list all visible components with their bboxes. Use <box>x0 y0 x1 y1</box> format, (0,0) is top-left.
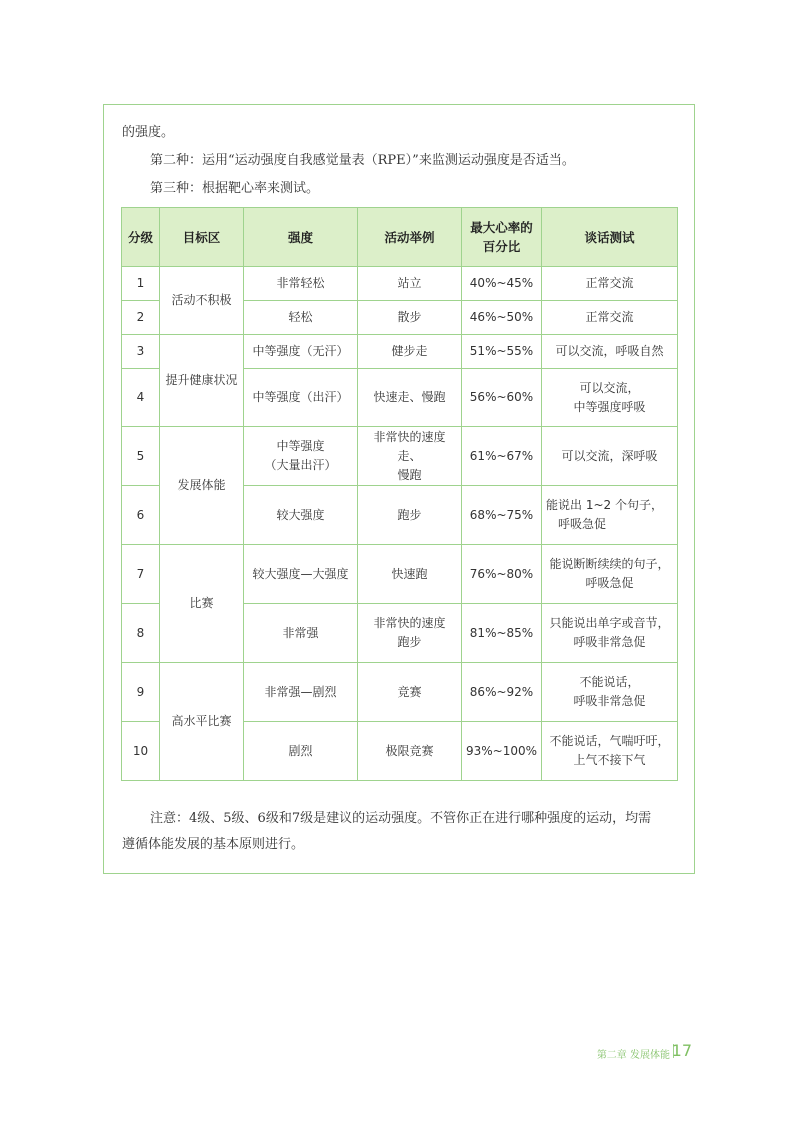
talk-cell <box>542 545 678 604</box>
activity-cell <box>358 427 462 486</box>
intensity-cell: 较大强度—大强度 <box>244 545 358 604</box>
goal-cell: 活动不积极 <box>160 267 244 335</box>
activity-line: 跑步 <box>397 635 422 649</box>
header-level: 分级 <box>122 208 160 267</box>
hr-cell: 93%~100% <box>462 722 542 781</box>
header-activity: 活动举例 <box>358 208 462 267</box>
goal-cell: 发展体能 <box>160 427 244 545</box>
talk-cell <box>542 663 678 722</box>
activity-line: 非常快的速度走、 <box>373 429 446 463</box>
table-row <box>122 427 678 486</box>
intensity-cell: 非常强 <box>244 604 358 663</box>
footer-chapter: 第二章 发展体能 <box>596 1050 670 1061</box>
hr-cell: 68%~75% <box>462 486 542 545</box>
rpe-table <box>121 207 678 781</box>
activity-cell: 站立 <box>358 267 462 301</box>
talk-line: 上气不接下气 <box>573 753 646 767</box>
talk-cell: 正常交流 <box>542 301 678 335</box>
talk-cell: 可以交流，深呼吸 <box>542 427 678 486</box>
talk-line: 可以交流， <box>579 380 640 395</box>
talk-cell: 可以交流，呼吸自然 <box>542 335 678 369</box>
talk-line: 呼吸急促 <box>585 576 634 590</box>
level-cell: 3 <box>122 335 160 369</box>
intensity-line: （大量出汗） <box>264 458 337 472</box>
activity-cell: 快速走、慢跑 <box>358 369 462 427</box>
level-cell: 7 <box>122 545 160 604</box>
table-row <box>122 267 678 301</box>
talk-cell <box>542 369 678 427</box>
talk-line: 能说断断续续的句子， <box>549 557 670 571</box>
talk-cell: 正常交流 <box>542 267 678 301</box>
level-cell: 4 <box>122 369 160 427</box>
table-row <box>122 335 678 369</box>
intensity-cell: 非常轻松 <box>244 267 358 301</box>
goal-cell: 提升健康状况 <box>160 335 244 427</box>
hr-cell: 51%~55% <box>462 335 542 369</box>
hr-cell: 86%~92% <box>462 663 542 722</box>
hr-cell: 56%~60% <box>462 369 542 427</box>
talk-cell <box>542 486 678 545</box>
table-header-row <box>122 208 678 267</box>
intensity-cell: 中等强度（出汗） <box>244 369 358 427</box>
activity-cell: 健步走 <box>358 335 462 369</box>
header-intensity: 强度 <box>244 208 358 267</box>
intensity-cell <box>244 427 358 486</box>
activity-line: 慢跑 <box>397 467 422 482</box>
level-cell: 1 <box>122 267 160 301</box>
talk-line: 不能说话， <box>579 675 640 689</box>
goal-cell: 高水平比赛 <box>160 663 244 781</box>
level-cell: 2 <box>122 301 160 335</box>
talk-line: 呼吸非常急促 <box>573 635 646 649</box>
intensity-cell: 轻松 <box>244 301 358 335</box>
header-goal: 目标区 <box>160 208 244 267</box>
activity-cell: 极限竞赛 <box>358 722 462 781</box>
page-number: 17 <box>671 1041 692 1060</box>
activity-cell: 散步 <box>358 301 462 335</box>
activity-line: 非常快的速度 <box>373 616 446 630</box>
hr-cell: 46%~50% <box>462 301 542 335</box>
talk-cell <box>542 722 678 781</box>
talk-line: 呼吸非常急促 <box>573 694 646 708</box>
talk-cell <box>542 604 678 663</box>
intensity-cell: 剧烈 <box>244 722 358 781</box>
talk-line: 能说出 1~2 个句子， <box>546 498 663 512</box>
hr-cell: 81%~85% <box>462 604 542 663</box>
intensity-cell: 非常强—剧烈 <box>244 663 358 722</box>
hr-cell: 61%~67% <box>462 427 542 486</box>
level-cell: 6 <box>122 486 160 545</box>
talk-line: 中等强度呼吸 <box>573 399 646 414</box>
level-cell: 10 <box>122 722 160 781</box>
talk-line: 只能说出单字或音节， <box>549 616 670 630</box>
intro-line-3: 第三种：根据靶心率来测试。 <box>150 181 320 196</box>
activity-cell <box>358 604 462 663</box>
intensity-cell: 中等强度（无汗） <box>244 335 358 369</box>
header-talk-test: 谈话测试 <box>542 208 678 267</box>
intensity-line: 中等强度 <box>276 439 325 453</box>
talk-line: 呼吸急促 <box>558 517 607 531</box>
hr-cell: 40%~45% <box>462 267 542 301</box>
note-line-1: 注意：4级、5级、6级和7级是建议的运动强度。不管你正在进行哪种强度的运动，均需 <box>150 811 652 826</box>
note-line-2: 遵循体能发展的基本原则进行。 <box>122 837 305 852</box>
intensity-cell: 较大强度 <box>244 486 358 545</box>
table-row <box>122 663 678 722</box>
intro-line-1: 的强度。 <box>122 125 175 140</box>
header-max-hr <box>462 208 542 267</box>
activity-cell: 竞赛 <box>358 663 462 722</box>
talk-line: 不能说话，气喘吁吁， <box>549 734 670 748</box>
activity-cell: 快速跑 <box>358 545 462 604</box>
table-row <box>122 545 678 604</box>
header-max-hr-line-2: 百分比 <box>482 239 521 254</box>
header-max-hr-line-1: 最大心率的 <box>470 220 533 235</box>
activity-cell: 跑步 <box>358 486 462 545</box>
level-cell: 9 <box>122 663 160 722</box>
goal-cell: 比赛 <box>160 545 244 663</box>
hr-cell: 76%~80% <box>462 545 542 604</box>
intro-line-2: 第二种：运用“运动强度自我感觉量表（RPE）”来监测运动强度是否适当。 <box>150 153 575 168</box>
level-cell: 8 <box>122 604 160 663</box>
level-cell: 5 <box>122 427 160 486</box>
